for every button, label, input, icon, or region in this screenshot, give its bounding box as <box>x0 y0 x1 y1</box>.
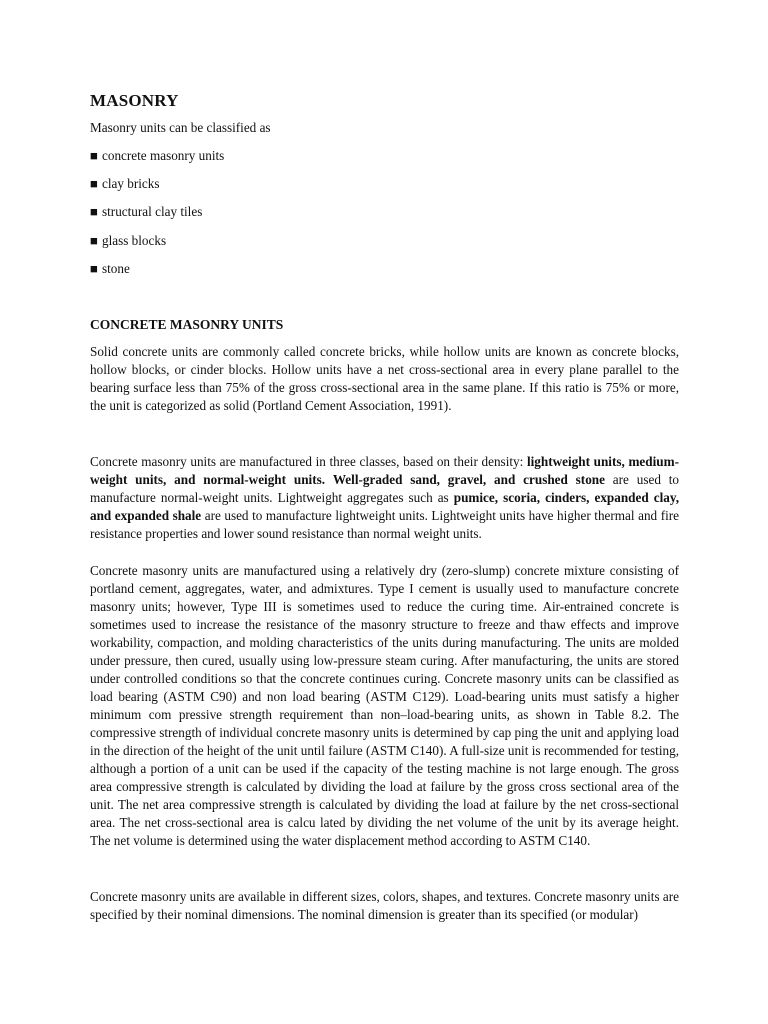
bold-phrase: Well-graded sand, gravel, and crushed stone <box>332 471 605 487</box>
list-item-label: clay bricks <box>102 176 160 192</box>
paragraph-text: Concrete masonry units are manufactured in three classes, based on their density: <box>90 453 527 469</box>
list-item <box>90 175 679 193</box>
list-item <box>90 147 679 165</box>
list-item-label: concrete masonry units <box>102 148 225 163</box>
bullet-square-icon: ■ <box>90 148 98 163</box>
list-item <box>90 203 679 221</box>
paragraph-density-classes <box>90 453 679 543</box>
list-item-label: structural clay tiles <box>102 204 203 220</box>
paragraph-solid-hollow-units: Solid concrete units are commonly called concrete bricks, while hollow units are known as concrete blocks, hollow blocks, or cinder blocks. Hollow units have a net cross-sectional area in every plane parallel to the bearing surface less than 75% of the gross cross-sectional area in the same plane. If this ratio is 75% or more, the unit is categorized as solid (Portland Cement Association, 1991). <box>90 343 679 413</box>
list-item <box>90 260 679 278</box>
bold-phrase: lightweight units, medium-weight units, and normal-weight units. <box>90 453 679 487</box>
list-item-label: glass blocks <box>102 232 167 248</box>
paragraph-text: are used to manufacture normal-weight units. Lightweight aggregates such as <box>90 471 679 505</box>
bullet-square-icon: ■ <box>90 260 98 276</box>
paragraph-manufacturing: Concrete masonry units are manufactured using a relatively dry (zero-slump) concrete mixture consisting of portland cement, aggregates, water, and admixtures. Type I cement is usually used to manufacture concrete masonry units; however, Type III is sometimes used to reduce the curing time. Air-entrained concrete is sometimes used to increase the resistance of the masonry structure to freeze and thaw effects and improve workability, compaction, and molding characteristics of the units during manufacturing. The units are molded under pressure, then cured, usually using low-pressure steam curing. After manufacturing, the units are stored under controlled conditions so that the concrete continues curing. Concrete masonry units can be classified as load bearing (ASTM C90) and non load bearing (ASTM C129). Load-bearing units must satisfy a higher minimum com pressive strength requirement than non–load-bearing units, as shown in Table 8.2. The compressive strength of individual concrete masonry units is determined by cap ping the unit and applying load in the direction of the height of the unit until failure (ASTM C140). A full-size unit is recommended for testing, although a portion of a unit can be used if the capacity of the testing machine is not large enough. The gross area compressive strength is calculated by dividing the load at failure by the gross cross sectional area of the unit. The net area compressive strength is calculated by dividing the load at failure by the net cross-sectional area. The net cross-sectional area is calcu lated by dividing the net volume of the unit by its average height. The net volume is determined using the water displacement method according to ASTM C140. <box>90 562 679 848</box>
section-title: MASONRY <box>90 91 179 110</box>
subsection-title: CONCRETE MASONRY UNITS <box>90 316 284 332</box>
bullet-square-icon: ■ <box>90 204 98 220</box>
paragraph-sizes: Concrete masonry units are available in different sizes, colors, shapes, and textures. Concrete masonry units are specified by their nominal dimensions. The nominal dimension is greater than its specified (or modular) <box>90 888 679 922</box>
classification-list <box>90 147 679 278</box>
list-item <box>90 232 679 250</box>
list-item-label: stone <box>102 260 130 276</box>
paragraph-text: are used to manufacture lightweight units. Lightweight units have higher thermal and fire resistance properties and lower sound resistance than normal weight units. <box>90 507 679 541</box>
intro-text: Masonry units can be classified as <box>90 120 271 135</box>
paragraph-text <box>325 472 333 487</box>
bullet-square-icon: ■ <box>90 176 98 192</box>
bullet-square-icon: ■ <box>90 232 98 248</box>
bold-phrase: pumice, scoria, cinders, expanded clay, and expanded shale <box>90 489 680 523</box>
page-content <box>90 91 679 924</box>
